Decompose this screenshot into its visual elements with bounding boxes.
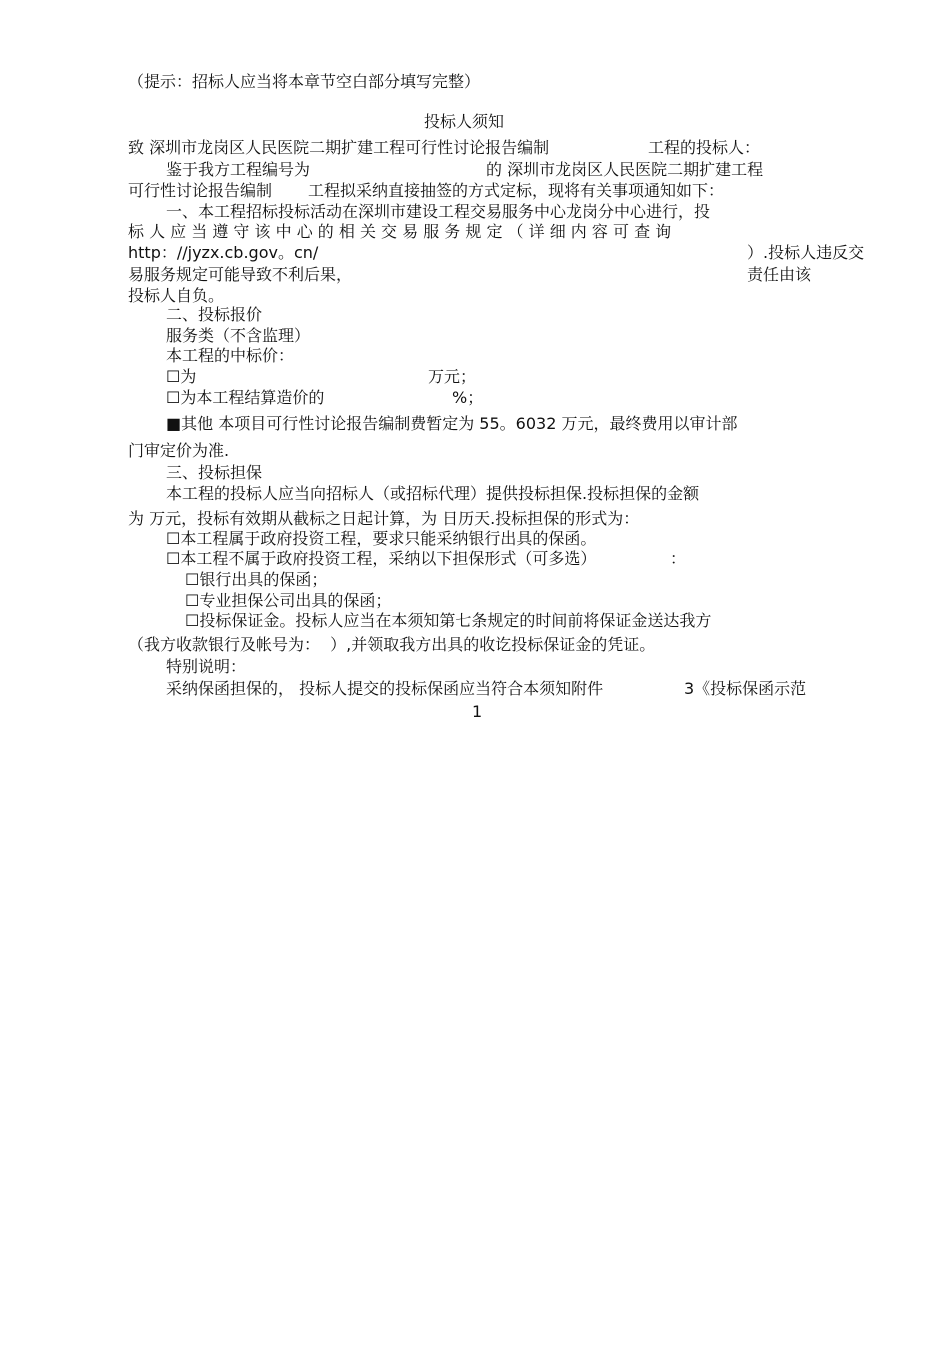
section-2-option-2b: %； (452, 388, 484, 407)
section-2-option-3-cont: 门审定价为准. (128, 441, 230, 460)
section-1-line-4b: 责任由该 (747, 265, 812, 284)
special-note-text-a: 采纳保函担保的， 投标人提交的投标保函应当符合本须知附件 (166, 679, 604, 698)
section-3-para-1: 本工程的投标人应当向招标人（或招标代理）提供投标担保.投标担保的金额 (166, 484, 700, 503)
section-1-line-1: 一、本工程招标投标活动在深圳市建设工程交易服务中心龙岗分中心进行，投 (166, 202, 711, 221)
section-2-option-1b: 万元； (428, 367, 477, 386)
section-2-option-1a: ☐为 (166, 367, 197, 386)
section-2-option-2a: ☐为本工程结算造价的 (166, 388, 325, 407)
special-note-label: 特别说明： (166, 657, 247, 676)
section-3-sub-option-3: ☐投标保证金。投标人应当在本须知第七条规定的时间前将保证金送达我方 (185, 611, 712, 630)
section-3-option-1: ☐本工程属于政府投资工程，要求只能采纳银行出具的保函。 (166, 529, 597, 548)
section-3-para-2: 为 万元，投标有效期从截标之日起计算，为 日历天.投标担保的形式为： (128, 509, 640, 528)
section-3-title: 三、投标担保 (166, 463, 263, 482)
section-3-sub-option-3-cont: （我方收款银行及帐号为： ）,并领取我方出具的收讫投标保证金的凭证。 (128, 635, 656, 654)
section-1-line-3b: ）.投标人违反交 (747, 243, 865, 262)
intro-line-1b: 的 深圳市龙岗区人民医院二期扩建工程 (486, 160, 764, 179)
page-title: 投标人须知 (424, 112, 505, 131)
intro-line-2b: 工程拟采纳直接抽签的方式定标，现将有关事项通知如下： (308, 181, 725, 200)
addressee-text: 致 深圳市龙岗区人民医院二期扩建工程可行性讨论报告编制 (128, 138, 550, 157)
addressee-suffix: 工程的投标人： (648, 138, 761, 157)
section-3-sub-option-1: ☐银行出具的保函； (185, 570, 328, 589)
hint-text: （提示：招标人应当将本章节空白部分填写完整） (128, 72, 481, 91)
intro-line-1a: 鉴于我方工程编号为 (166, 160, 311, 179)
section-2-option-3: ■其他 本项目可行性讨论报告编制费暂定为 55。6032 万元，最终费用以审计部 (166, 414, 738, 433)
section-2-title: 二、投标报价 (166, 305, 263, 324)
special-note-text-b: 3《投标保函示范 (684, 679, 807, 698)
section-1-url: http：//jyzx.cb.gov。cn/ (128, 243, 319, 262)
page-number: 1 (472, 702, 483, 721)
section-2-service-type: 服务类（不含监理） (166, 326, 311, 345)
section-1-line-5: 投标人自负。 (128, 286, 225, 305)
section-3-option-2a: ☐本工程不属于政府投资工程，采纳以下担保形式（可多选） (166, 549, 597, 568)
section-2-price-label: 本工程的中标价： (166, 346, 295, 365)
section-3-sub-option-2: ☐专业担保公司出具的保函； (185, 591, 392, 610)
section-1-line-4a: 易服务规定可能导致不利后果， (128, 265, 353, 284)
intro-line-2a: 可行性讨论报告编制 (128, 181, 273, 200)
section-1-line-2: 标 人 应 当 遵 守 该 中 心 的 相 关 交 易 服 务 规 定 （ 详 细 内 容 可 查 询 (128, 222, 672, 241)
section-3-option-2b: ： (670, 549, 687, 568)
